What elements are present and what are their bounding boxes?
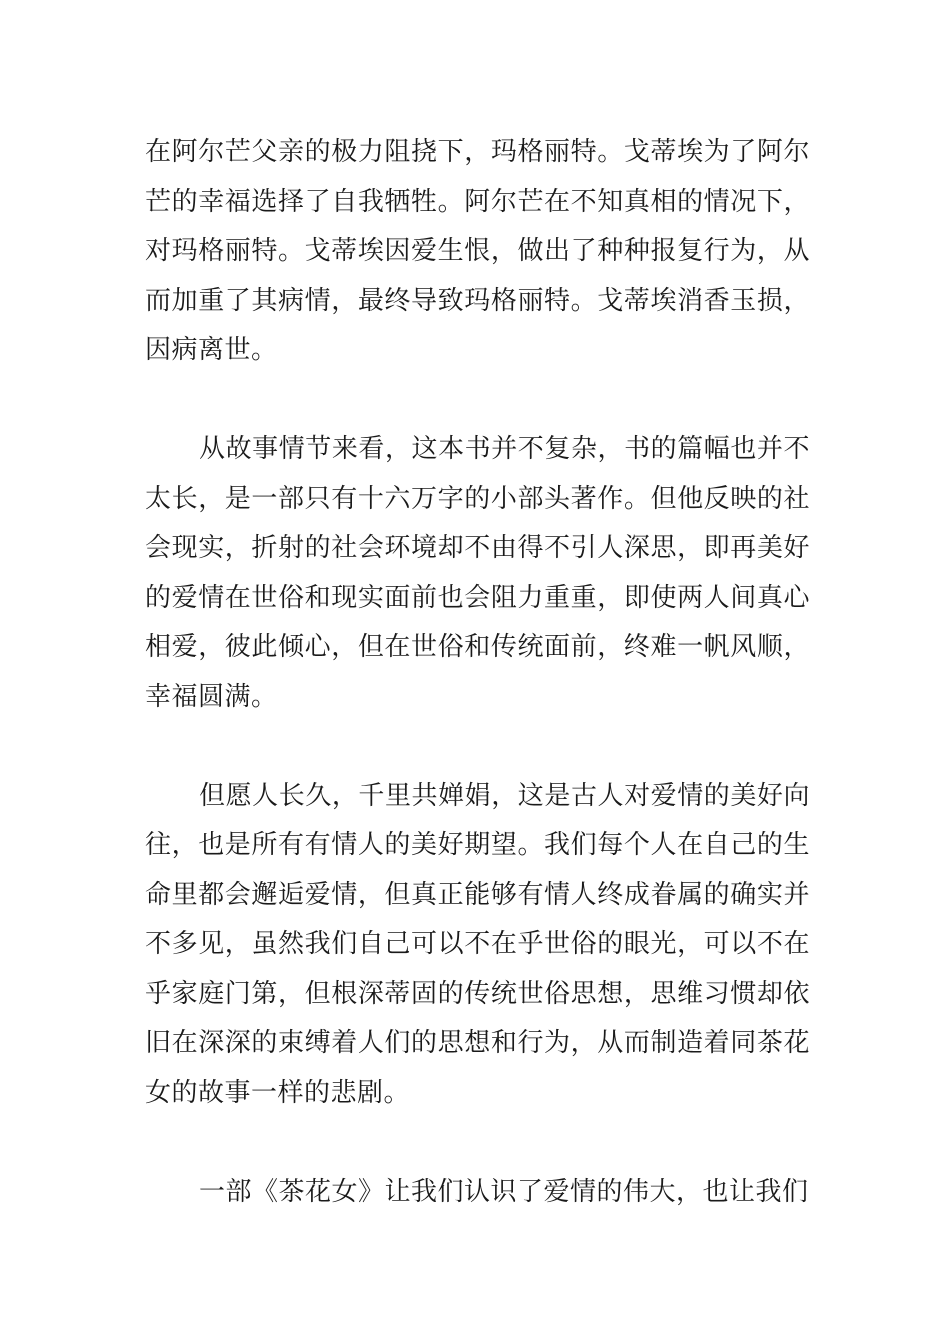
paragraph-gap — [145, 722, 810, 772]
document-body — [145, 128, 810, 1217]
paragraph-gap — [145, 376, 810, 426]
paragraph-gap — [145, 1118, 810, 1168]
paragraph-3: 但愿人长久，千里共婵娟，这是古人对爱情的美好向往，也是所有有情人的美好期望。我们每个人在自己的生命里都会邂逅爱情，但真正能够有情人终成眷属的确实并不多见，虽然我们自己可以不在乎世俗的眼光，可以不在乎家庭门第，但根深蒂固的传统世俗思想，思维习惯却依旧在深深的束缚着人们的思想和行为，从而制造着同茶花女的故事一样的悲剧。 — [145, 780, 810, 1108]
paragraph-4: 一部《茶花女》让我们认识了爱情的伟大，也让我们 — [199, 1176, 809, 1207]
paragraph-2: 从故事情节来看，这本书并不复杂，书的篇幅也并不太长，是一部只有十六万字的小部头著作。但他反映的社会现实，折射的社会环境却不由得不引人深思，即再美好的爱情在世俗和现实面前也会阻力重重，即使两人间真心相爱，彼此倾心，但在世俗和传统面前，终难一帆风顺，幸福圆满。 — [145, 434, 810, 712]
paragraph-1: 在阿尔芒父亲的极力阻挠下，玛格丽特。戈蒂埃为了阿尔芒的幸福选择了自我牺牲。阿尔芒在不知真相的情况下，对玛格丽特。戈蒂埃因爱生恨，做出了种种报复行为，从而加重了其病情，最终导致玛格丽特。戈蒂埃消香玉损，因病离世。 — [145, 137, 810, 365]
